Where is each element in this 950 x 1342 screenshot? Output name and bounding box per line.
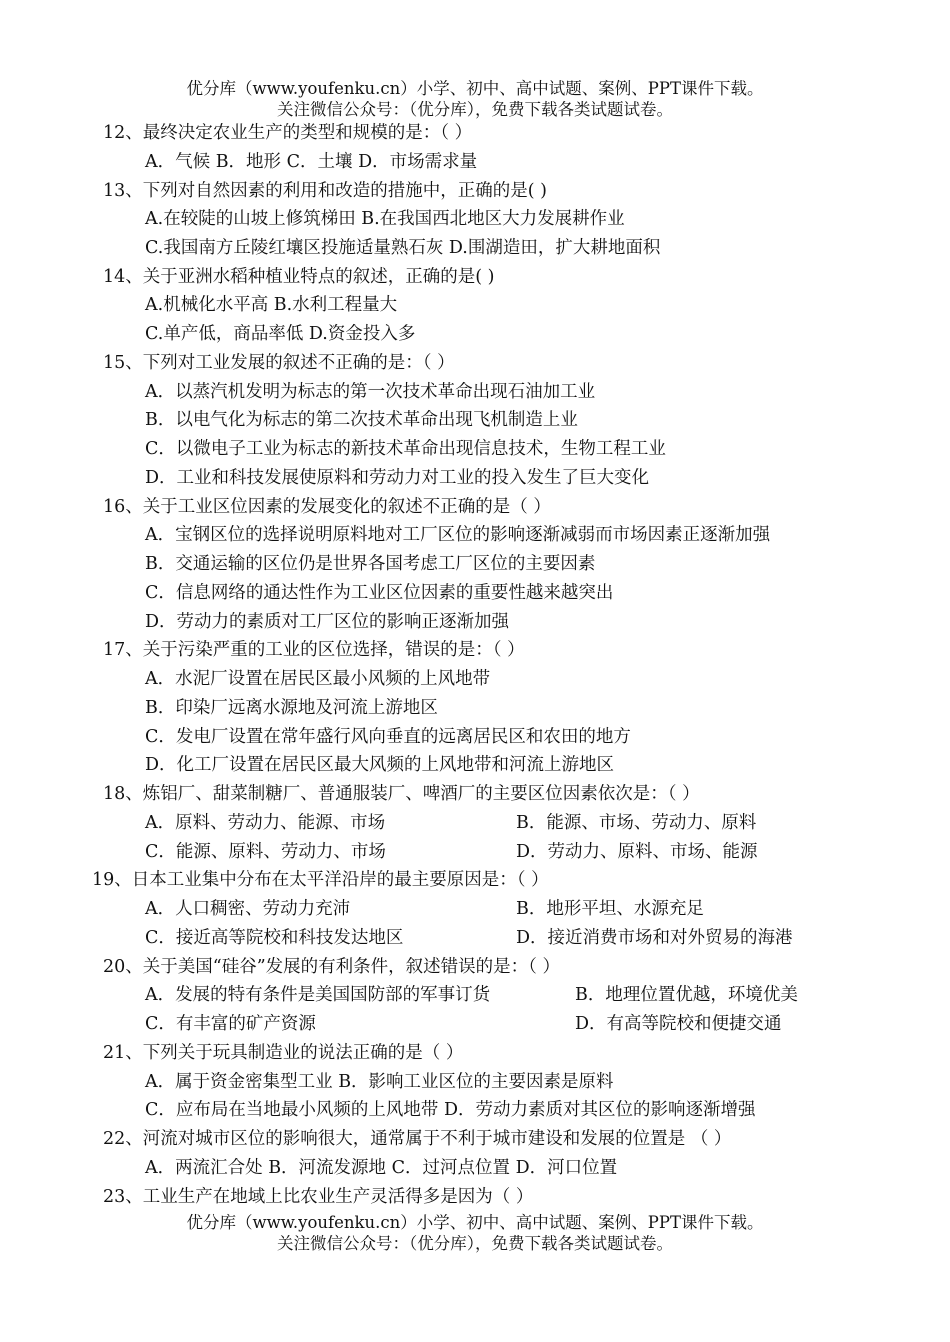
question-19-option-b: B．地形平坦、水源充足 xyxy=(516,899,704,919)
question-13-options-1: A.在较陡的山坡上修筑梯田 B.在我国西北地区大力发展耕作业 xyxy=(145,209,625,229)
question-13-options-2: C.我国南方丘陵红壤区投施适量熟石灰 D.围湖造田，扩大耕地面积 xyxy=(145,238,661,258)
question-15-option-c: C．以微电子工业为标志的新技术革命出现信息技术，生物工程工业 xyxy=(145,439,666,459)
question-16-stem: 16、关于工业区位因素的发展变化的叙述不正确的是（ ） xyxy=(103,497,551,517)
question-20-option-c: C．有丰富的矿产资源 xyxy=(145,1014,316,1034)
question-21-options-2: C．应布局在当地最小风频的上风地带 D．劳动力素质对其区位的影响逐渐增强 xyxy=(145,1100,756,1120)
question-21-stem: 21、下列关于玩具制造业的说法正确的是（ ） xyxy=(103,1043,464,1063)
question-20-stem: 20、关于美国“硅谷”发展的有利条件，叙述错误的是：（ ） xyxy=(103,957,560,977)
header-line-1: 优分库（www.youfenku.cn）小学、初中、高中试题、案例、PPT课件下载。 xyxy=(186,79,764,98)
question-17-option-a: A．水泥厂设置在居民区最小风频的上风地带 xyxy=(145,669,491,689)
question-17-option-d: D．化工厂设置在居民区最大风频的上风地带和河流上游地区 xyxy=(145,755,615,775)
question-14-options-1: A.机械化水平高 B.水利工程量大 xyxy=(145,295,398,315)
question-18-option-c: C．能源、原料、劳动力、市场 xyxy=(145,842,386,862)
question-17-option-b: B．印染厂远离水源地及河流上游地区 xyxy=(145,698,438,718)
question-21-options-1: A．属于资金密集型工业 B．影响工业区位的主要因素是原料 xyxy=(145,1072,614,1092)
question-15-option-a: A．以蒸汽机发明为标志的第一次技术革命出现石油加工业 xyxy=(145,382,596,402)
question-19-option-a: A．人口稠密、劳动力充沛 xyxy=(145,899,351,919)
question-19-option-d: D．接近消费市场和对外贸易的海港 xyxy=(516,928,793,948)
question-19-option-c: C．接近高等院校和科技发达地区 xyxy=(145,928,404,948)
footer-line-1: 优分库（www.youfenku.cn）小学、初中、高中试题、案例、PPT课件下载。 xyxy=(186,1213,764,1232)
question-18-option-d: D．劳动力、原料、市场、能源 xyxy=(516,842,758,862)
header-line-2: 关注微信公众号：（优分库），免费下载各类试题试卷。 xyxy=(277,100,673,119)
question-18-stem: 18、炼铝厂、甜菜制糖厂、普通服装厂、啤酒厂的主要区位因素依次是：（ ） xyxy=(103,784,700,804)
question-13-stem: 13、下列对自然因素的利用和改造的措施中，正确的是( ) xyxy=(103,181,547,201)
question-12-stem: 12、最终决定农业生产的类型和规模的是：（ ） xyxy=(103,123,473,143)
question-16-option-a: A．宝钢区位的选择说明原料地对工厂区位的影响逐渐减弱而市场因素正逐渐加强 xyxy=(145,525,771,545)
question-20-option-a: A．发展的特有条件是美国国防部的军事订货 xyxy=(145,985,491,1005)
question-16-option-c: C．信息网络的通达性作为工业区位因素的重要性越来越突出 xyxy=(145,583,614,603)
question-19-stem: 19、日本工业集中分布在太平洋沿岸的最主要原因是：（ ） xyxy=(92,870,549,890)
question-20-option-b: B．地理位置优越，环境优美 xyxy=(575,985,798,1005)
question-14-stem: 14、关于亚洲水稻种植业特点的叙述，正确的是( ) xyxy=(103,267,495,287)
question-18-option-a: A．原料、劳动力、能源、市场 xyxy=(145,813,386,833)
question-15-option-b: B．以电气化为标志的第二次技术革命出现飞机制造上业 xyxy=(145,410,578,430)
question-17-option-c: C．发电厂设置在常年盛行风向垂直的远离居民区和农田的地方 xyxy=(145,727,631,747)
question-18-option-b: B．能源、市场、劳动力、原料 xyxy=(516,813,757,833)
footer-line-2: 关注微信公众号：（优分库），免费下载各类试题试卷。 xyxy=(277,1234,673,1253)
question-12-options: A．气候 B．地形 C．土壤 D．市场需求量 xyxy=(145,152,478,172)
question-15-option-d: D．工业和科技发展使原料和劳动力对工业的投入发生了巨大变化 xyxy=(145,468,650,488)
question-15-stem: 15、下列对工业发展的叙述不正确的是：（ ） xyxy=(103,353,455,373)
question-14-options-2: C.单产低，商品率低 D.资金投入多 xyxy=(145,324,416,344)
question-22-options: A．两流汇合处 B．河流发源地 C．过河点位置 D．河口位置 xyxy=(145,1158,618,1178)
question-20-option-d: D．有高等院校和便捷交通 xyxy=(575,1014,782,1034)
question-22-stem: 22、河流对城市区位的影响很大，通常属于不利于城市建设和发展的位置是 （ ） xyxy=(103,1129,732,1149)
question-16-option-d: D．劳动力的素质对工厂区位的影响正逐渐加强 xyxy=(145,612,510,632)
question-17-stem: 17、关于污染严重的工业的区位选择，错误的是：（ ） xyxy=(103,640,525,660)
question-23-stem: 23、工业生产在地域上比农业生产灵活得多是因为（ ） xyxy=(103,1187,534,1207)
question-16-option-b: B．交通运输的区位仍是世界各国考虑工厂区位的主要因素 xyxy=(145,554,596,574)
